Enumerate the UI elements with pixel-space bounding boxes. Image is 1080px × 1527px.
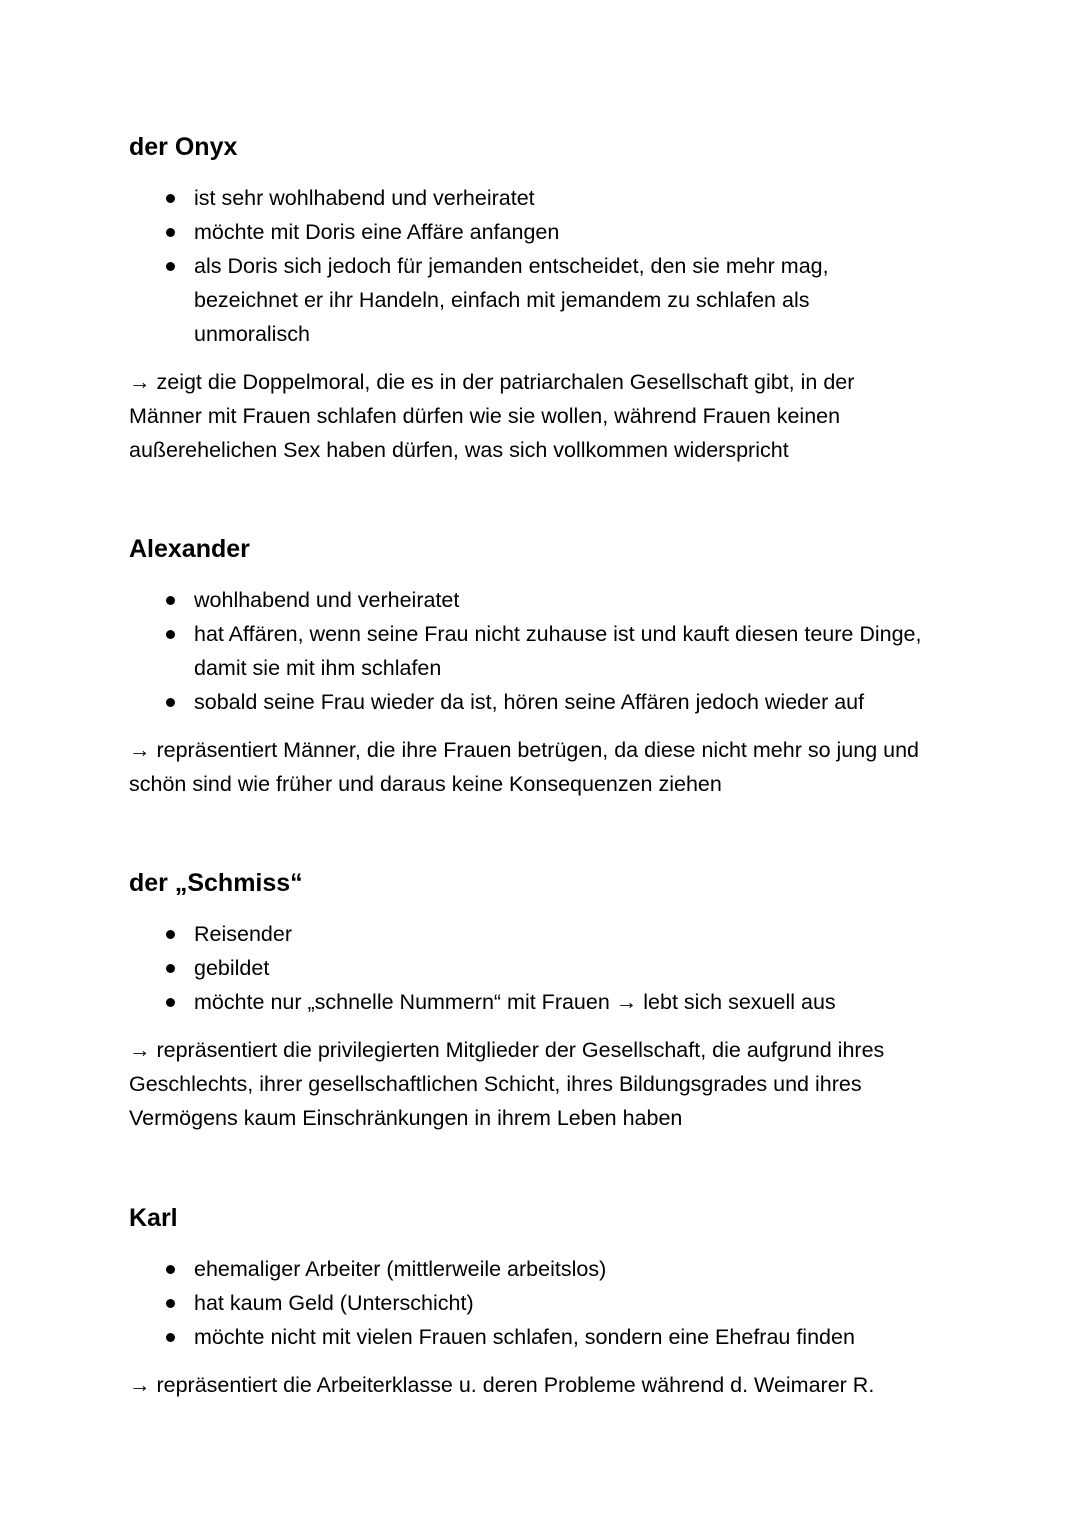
list-item: hat Affären, wenn seine Frau nicht zuhause ist und kauft diesen teure Dinge, damit sie mit ihm schlafen [129,617,929,685]
bullet-icon [166,1333,175,1342]
conclusion-text: → zeigt die Doppelmoral, die es in der patriarchalen Gesellschaft gibt, in der Männer mit Frauen schlafen dürfen wie sie wollen, während Frauen keinen außerehelichen Sex haben dürfen, was sich vollkommen widerspricht [129,370,855,462]
bullet-icon [166,1299,175,1308]
conclusion-text: → repräsentiert Männer, die ihre Frauen betrügen, da diese nicht mehr so jung und schön sind wie früher und daraus keine Konsequenzen ziehen [129,738,919,796]
list-item: möchte nicht mit vielen Frauen schlafen, sondern eine Ehefrau finden [129,1320,959,1354]
list-item: Reisender [129,917,929,951]
conclusion-text: → repräsentiert die privilegierten Mitglieder der Gesellschaft, die aufgrund ihres Geschlechts, ihrer gesellschaftlichen Schicht, ihres Bildungsgrades und ihres Vermögens kaum Einschränkungen in ihrem Leben haben [129,1038,885,1130]
bullet-list [129,917,929,1019]
list-item: gebildet [129,951,929,985]
section-schmiss [129,866,959,1135]
section-title: Karl [129,1204,178,1232]
arrow-right-icon: → [129,1373,151,1397]
bullet-icon [166,262,175,271]
list-item: möchte nur „schnelle Nummern“ mit Frauen → lebt sich sexuell aus [129,985,929,1019]
section-title: Alexander [129,535,250,563]
bullet-list [129,181,889,351]
section-onyx [129,130,959,467]
bullet-icon [166,194,175,203]
section-alexander [129,532,959,801]
arrow-right-icon: → [129,1038,151,1062]
list-item: hat kaum Geld (Unterschicht) [129,1286,959,1320]
bullet-icon [166,930,175,939]
bullet-icon [166,964,175,973]
bullet-icon [166,1265,175,1274]
list-item: ehemaliger Arbeiter (mittlerweile arbeitslos) [129,1252,959,1286]
arrow-right-icon: → [129,738,151,762]
section-karl [129,1201,959,1402]
section-title: der „Schmiss“ [129,869,303,897]
list-item: als Doris sich jedoch für jemanden entscheidet, den sie mehr mag, bezeichnet er ihr Handeln, einfach mit jemandem zu schlafen als unmoralisch [129,249,889,351]
bullet-icon [166,698,175,707]
bullet-icon [166,998,175,1007]
bullet-list [129,583,929,719]
bullet-list [129,1252,959,1354]
section-title: der Onyx [129,133,238,161]
bullet-icon [166,596,175,605]
list-item: sobald seine Frau wieder da ist, hören seine Affären jedoch wieder auf [129,685,929,719]
bullet-icon [166,630,175,639]
list-item: wohlhabend und verheiratet [129,583,929,617]
conclusion-text: → repräsentiert die Arbeiterklasse u. deren Probleme während d. Weimarer R. [129,1373,875,1397]
list-item: möchte mit Doris eine Affäre anfangen [129,215,889,249]
bullet-icon [166,228,175,237]
list-item: ist sehr wohlhabend und verheiratet [129,181,889,215]
arrow-right-icon: → [129,370,151,394]
